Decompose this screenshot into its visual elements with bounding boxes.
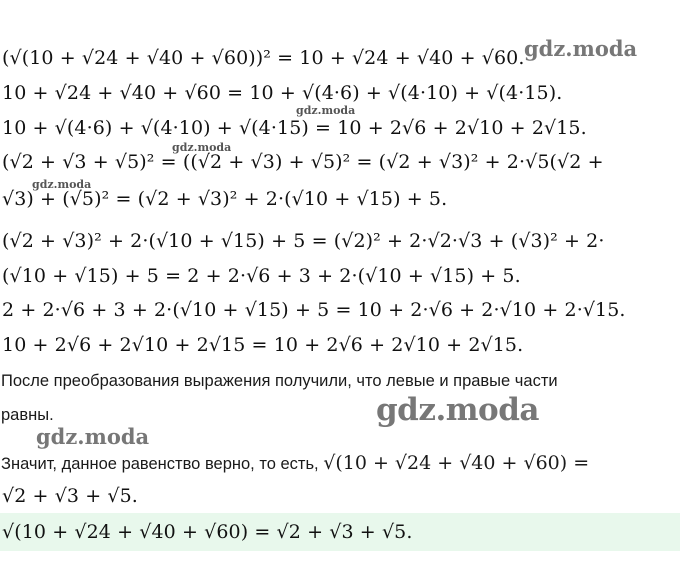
math-line-3: 10 + √(4·6) + √(4·10) + √(4·15) = 10 + 2√6 + 2√10 + 2√15. xyxy=(2,117,587,139)
final-answer-box xyxy=(0,513,680,551)
therefore-line xyxy=(1,452,589,475)
watermark-mid-left: gdz.moda xyxy=(36,424,150,449)
final-answer-text: √(10 + √24 + √40 + √60) = √2 + √3 + √5. xyxy=(2,521,413,543)
math-line-8: 2 + 2·√6 + 3 + 2·(√10 + √15) + 5 = 10 + 2·√6 + 2·√10 + 2·√15. xyxy=(2,299,626,321)
watermark-small-2: gdz.moda xyxy=(172,141,232,154)
therefore-text: Значит, данное равенство верно, то есть, xyxy=(1,455,324,473)
math-line-6: (√2 + √3)² + 2·(√10 + √15) + 5 = (√2)² + 2·√2·√3 + (√3)² + 2· xyxy=(2,230,605,252)
math-line-5: √3) + (√5)² = (√2 + √3)² + 2·(√10 + √15) + 5. xyxy=(2,188,448,210)
math-line-9: 10 + 2√6 + 2√10 + 2√15 = 10 + 2√6 + 2√10 + 2√15. xyxy=(2,334,524,356)
math-line-7: (√10 + √15) + 5 = 2 + 2·√6 + 3 + 2·(√10 + √15) + 5. xyxy=(2,265,521,287)
watermark-big-center: gdz.moda xyxy=(376,392,539,428)
watermark-small-1: gdz.moda xyxy=(296,104,356,117)
conclusion-text-line-1: После преобразования выражения получили, что левые и правые части xyxy=(1,372,558,390)
math-line-1: (√(10 + √24 + √40 + √60))² = 10 + √24 + √40 + √60. xyxy=(2,47,525,69)
watermark-top-right: gdz.moda xyxy=(524,36,638,61)
math-line-4: (√2 + √3 + √5)² = ((√2 + √3) + √5)² = (√2 + √3)² + 2·√5(√2 + xyxy=(2,151,604,173)
math-line-2: 10 + √24 + √40 + √60 = 10 + √(4·6) + √(4·10) + √(4·15). xyxy=(2,82,563,104)
therefore-math: √(10 + √24 + √40 + √60) = xyxy=(323,452,590,474)
watermark-small-3: gdz.moda xyxy=(32,178,92,191)
conclusion-text-line-2: равны. xyxy=(1,406,54,424)
therefore-math-line-2: √2 + √3 + √5. xyxy=(2,485,138,507)
